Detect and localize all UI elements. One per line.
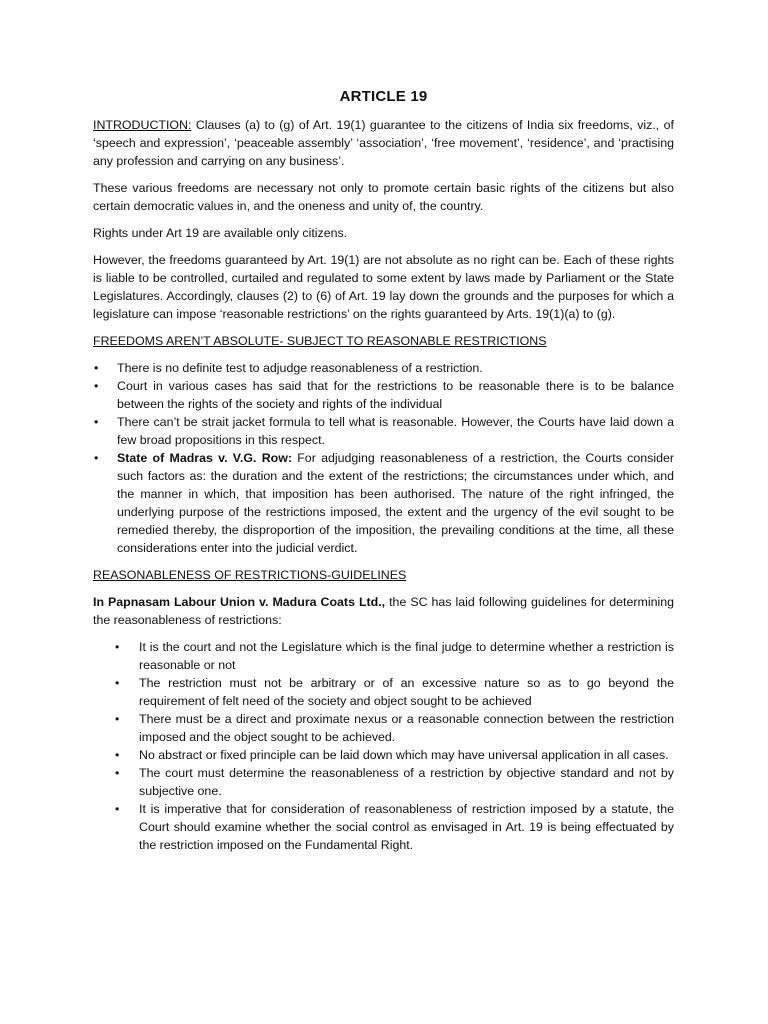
list-item: • Court in various cases has said that for the restrictions to be reasonable there is to be balance between the rights of the society and rights of the individual bbox=[93, 377, 674, 413]
guidelines-intro-text: the SC has laid following guidelines for determining the reasonableness of restrictions: bbox=[93, 595, 674, 627]
intro-paragraph bbox=[93, 116, 674, 170]
case-name: In Papnasam Labour Union v. Madura Coats Ltd., bbox=[93, 595, 386, 609]
guidelines-intro bbox=[93, 593, 674, 629]
list-item: • There is no definite test to adjudge reasonableness of a restriction. bbox=[93, 359, 674, 377]
case-text: For adjudging reasonableness of a restriction, the Courts consider such factors as: the duration and the extent of the restrictions; the circumstances under which, and the manner in which, that imposition has been authorised. The nature of the right infringed, the underlying purpose of the restrictions imposed, the extent and the urgency of the evil sought to be remedied thereby, the disproportion of the imposition, the prevailing conditions at the time, all these considerations enter into the judicial verdict. bbox=[117, 451, 674, 555]
paragraph-freedoms-purpose: These various freedoms are necessary not only to promote certain basic rights of the citizens but also certain democratic values in, and the oneness and unity of, the country. bbox=[93, 181, 674, 213]
section-heading-guidelines: REASONABLENESS OF RESTRICTIONS-GUIDELINES bbox=[93, 568, 407, 582]
list-item: • No abstract or fixed principle can be laid down which may have universal application in all cases. bbox=[93, 746, 674, 764]
list-item: • The court must determine the reasonableness of a restriction by objective standard and not by subjective one. bbox=[93, 764, 674, 800]
list-item: • The restriction must not be arbitrary or of an excessive nature so as to go beyond the requirement of felt need of the society and object sought to be achieved bbox=[93, 674, 674, 710]
paragraph-not-absolute: However, the freedoms guaranteed by Art. 19(1) are not absolute as no right can be. Each of these rights is liable to be controlled, curtailed and regulated to some extent by laws made by Parliament or the State Legislatures. Accordingly, clauses (2) to (6) of Art. 19 lay down the grounds and the purposes for which a legislature can impose ‘reasonable restrictions’ on the rights guaranteed by Arts. 19(1)(a) to (g). bbox=[93, 253, 674, 321]
case-name: State of Madras v. V.G. Row: bbox=[117, 451, 292, 465]
intro-label: INTRODUCTION: bbox=[93, 118, 192, 132]
list-item bbox=[93, 449, 674, 557]
page-title: ARTICLE 19 bbox=[339, 88, 428, 105]
section-heading-restrictions: FREEDOMS AREN’T ABSOLUTE- SUBJECT TO REASONABLE RESTRICTIONS bbox=[93, 334, 547, 348]
list-item: • There can’t be strait jacket formula to tell what is reasonable. However, the Courts have laid down a few broad propositions in this respect. bbox=[93, 413, 674, 449]
intro-text: Clauses (a) to (g) of Art. 19(1) guarantee to the citizens of India six freedoms, viz., of ‘speech and expression’, ‘peaceable assembly’ ‘association’, ‘free movement’, ‘residence’, and ‘practising any profession and carrying on any business’. bbox=[93, 118, 674, 168]
paragraph-citizens-only: Rights under Art 19 are available only citizens. bbox=[93, 226, 348, 240]
restrictions-list bbox=[93, 359, 674, 557]
list-item: • There must be a direct and proximate nexus or a reasonable connection between the restriction imposed and the object sought to be achieved. bbox=[93, 710, 674, 746]
guidelines-list bbox=[93, 638, 674, 854]
list-item: • It is imperative that for consideration of reasonableness of restriction imposed by a statute, the Court should examine whether the social control as envisaged in Art. 19 is being effectuated by the restriction imposed on the Fundamental Right. bbox=[93, 800, 674, 854]
list-item: • It is the court and not the Legislature which is the final judge to determine whether a restriction is reasonable or not bbox=[93, 638, 674, 674]
